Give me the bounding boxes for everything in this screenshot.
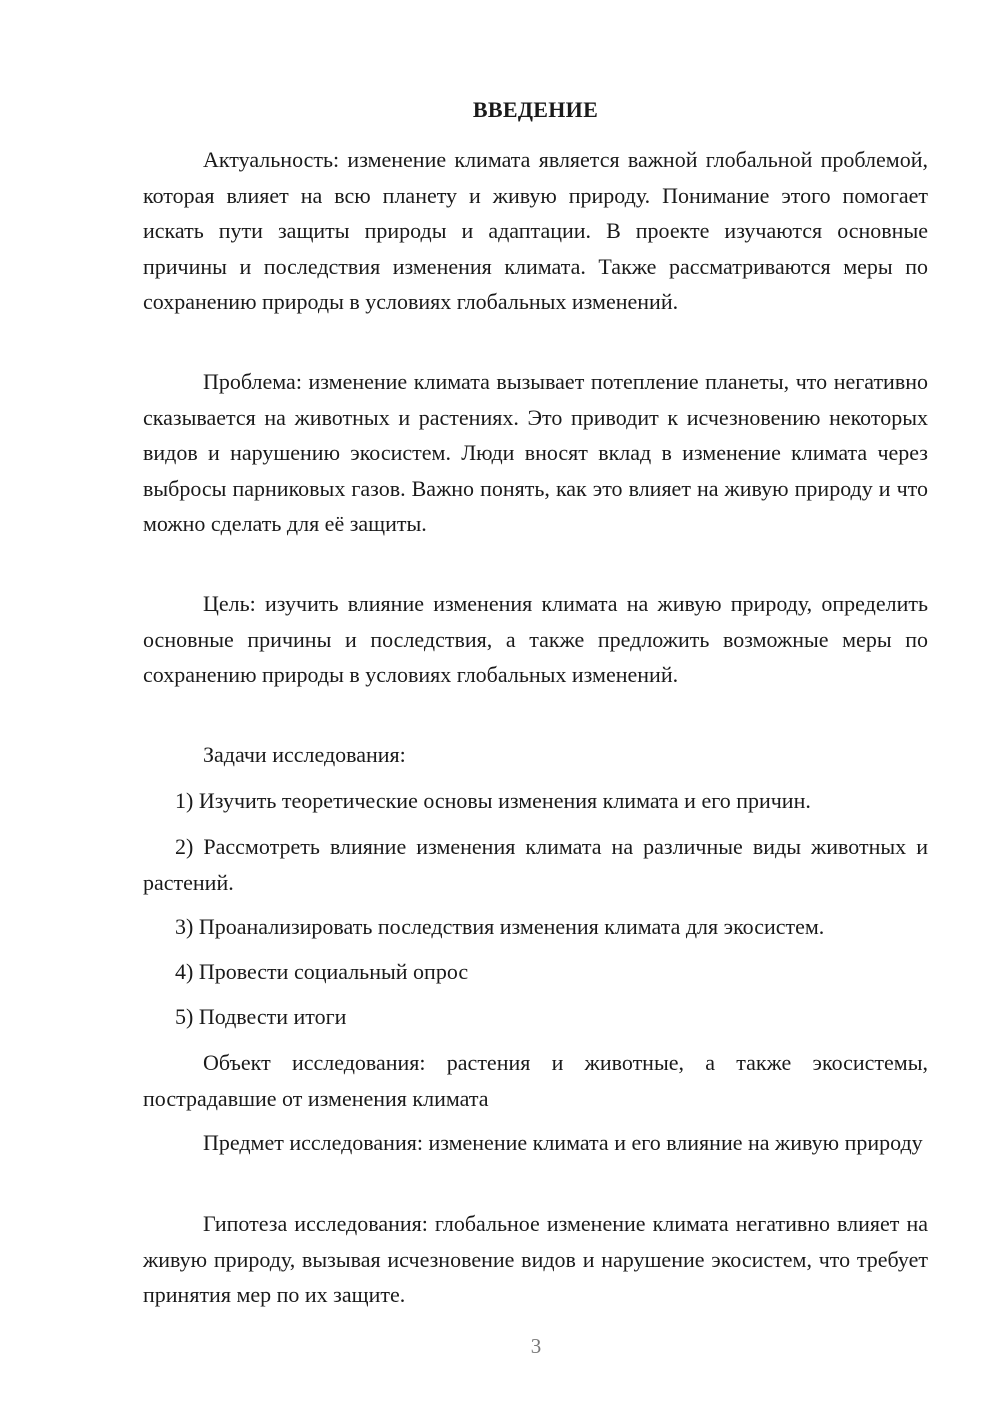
page-number: 3 bbox=[530, 1334, 542, 1358]
paragraph-subject: Предмет исследования: изменение климата и его влияние на живую природу bbox=[203, 1130, 923, 1155]
list-item-task-4: 4) Провести социальный опрос bbox=[175, 959, 469, 984]
paragraph-goal: Цель: изучить влияние изменения климата на живую природу, определить основные причины и последствия, а также предложить возможные меры по сохранению природы в условиях глобальных изменений. bbox=[143, 591, 928, 687]
page-title: ВВЕДЕНИЕ bbox=[472, 97, 599, 122]
paragraph-problem: Проблема: изменение климата вызывает потепление планеты, что негативно сказывается на животных и растениях. Это приводит к исчезновению некоторых видов и нарушению экосистем. Люди вносят вклад в изменение климата через выбросы парниковых газов. Важно понять, как это влияет на живую природу и что можно сделать для её защиты. bbox=[143, 369, 928, 536]
list-item-task-5: 5) Подвести итоги bbox=[175, 1004, 347, 1029]
paragraph-relevance: Актуальность: изменение климата является важной глобальной проблемой, которая влияет на всю планету и живую природу. Понимание этого помогает искать пути защиты природы и адаптации. В проекте изучаются основные причины и последствия изменения климата. Также рассматриваются меры по сохранению природы в условиях глобальных изменений. bbox=[143, 147, 928, 314]
list-item-task-1: 1) Изучить теоретические основы изменения климата и его причин. bbox=[175, 788, 811, 813]
paragraph-hypothesis: Гипотеза исследования: глобальное изменение климата негативно влияет на живую природу, вызывая исчезновение видов и нарушение экосистем, что требует принятия мер по их защите. bbox=[143, 1211, 928, 1307]
list-item-task-3: 3) Проанализировать последствия изменения климата для экосистем. bbox=[175, 914, 825, 939]
paragraph-object: Объект исследования: растения и животные, а также экосистемы, пострадавшие от изменения климата bbox=[143, 1050, 928, 1111]
paragraph-tasks-heading: Задачи исследования: bbox=[203, 742, 406, 767]
list-item-task-2: 2) Рассмотреть влияние изменения климата на различные виды животных и растений. bbox=[143, 834, 928, 895]
